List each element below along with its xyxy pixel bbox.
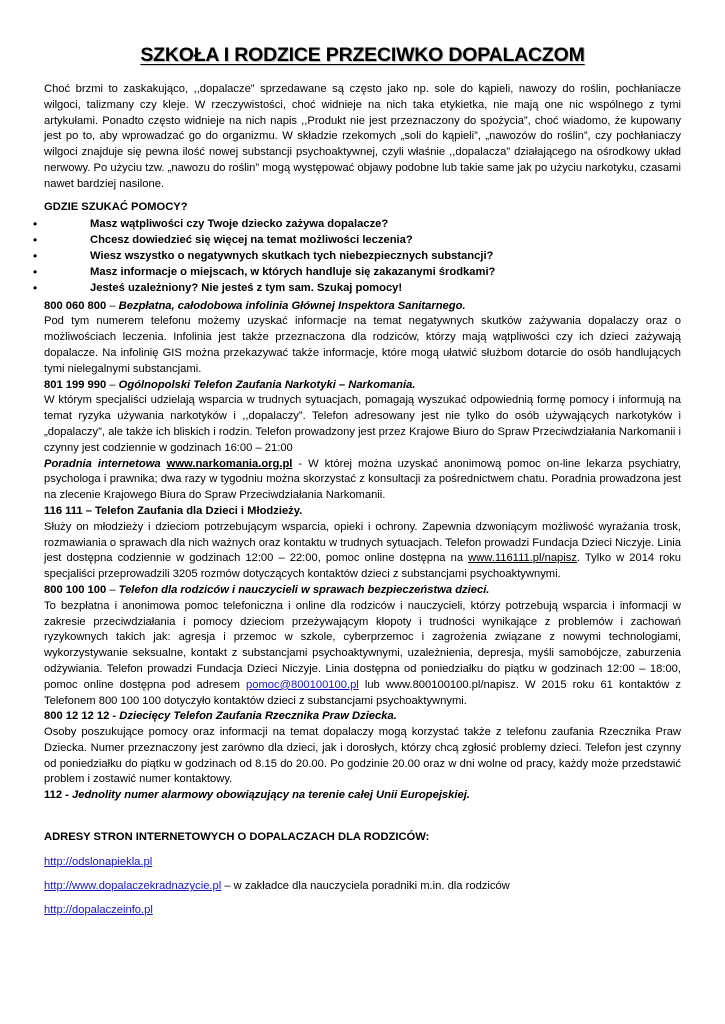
website-link[interactable]: http://www.dopalaczekradnazycie.pl <box>44 880 222 893</box>
ombudsman-number: 800 12 12 12 <box>44 710 110 723</box>
emergency-number: 112 <box>44 789 63 802</box>
bullet-icon: • <box>33 216 38 231</box>
bullet-icon: • <box>33 248 38 263</box>
email-link[interactable]: pomoc@800100100.pl <box>246 678 359 691</box>
parents-hotline-header: 800 100 100 – Telefon dla rodziców i nauczycieli w sprawach bezpieczeństwa dzieci. <box>44 583 490 596</box>
bullet-icon: • <box>33 232 38 247</box>
parents-name: Telefon dla rodziców i nauczycieli w sprawach bezpieczeństwa dzieci. <box>118 583 490 596</box>
narko-description: W którym specjaliści udzielają wsparcia w trudnych sytuacjach, pomagają wyszukać odpowiednią formę pomocy i informują na temat ryzyka używania narkotyków i ,,dopalaczy”. Telefon adresowany jest nie tylko do osób używających narkotyków i „dopalaczy”, ale także ich bliskich i rodzin. Telefon prowadzony jest przez Krajowe Biuro do Spraw Przeciwdziałania Narkomanii i czynny jest codziennie w godzinach 16:00 – 21:00 <box>44 394 681 454</box>
document <box>33 0 682 918</box>
website-link[interactable]: http://odslonapiekla.pl <box>44 856 153 869</box>
parents-description: To bezpłatna i anonimowa pomoc telefoniczna i online dla rodziców i nauczycieli, którzy potrzebują wsparcia i informacji w zakresie przeciwdziałania i pomocy dzieciom przeżywającym kłopoty i trudności wynikające z problemów i zachowań ryzykownych takich jak: agresja i przemoc w szkole, cyberprzemoc i zagrożenia związane z nowymi technologiami, wykorzystywanie seksualne, kontakt z substancjami psychoaktywnymi, uzależnienia, depresja, myśli samobójcze, zaburzenia odżywiania. Telefon prowadzi Fundacja Dzieci Niczyje. Linia dostępna od poniedziałku do piątku w godzinach 12:00 – 18:00, pomoc online dostępna pod adresem pomoc@800100100.pl lub www.800100100.pl/napisz. W 2015 roku 61 kontaktów z Telefonem 800 100 100 dotyczyło kontaktów dzieci z substancjami psychoaktywnymi. <box>44 599 681 707</box>
question-item: • Chcesz dowiedzieć się więcej na temat możliwości leczenia? <box>33 232 413 247</box>
intro-paragraph: Choć brzmi to zaskakująco, ,,dopalacze” sprzedawane są często jako np. sole do kąpieli, nawozy do roślin, pochłaniacze wilgoci, talizmany czy kleje. W rzeczywistości, choć widnieje na nich taka etykietka, nie mają one nic wspólnego z tymi artykułami. Ponadto często widnieje na nich napis ,,Produkt nie jest przeznaczony do spożycia”, choć wiadomo, że kupowany jest po to, aby wprowadzać go do organizmu. W składzie rzekomych „soli do kąpieli”, „nawozów do roślin”, czy pochłaniaczy wilgoci znajduje się pewna ilość nowej substancji psychoaktywnej, czyli właśnie ,,dopalacza” działającego na ośrodkowy układ nerwowy. Po użyciu tzw. „nawozu do roślin” mogą występować objawy podobne lub takie same jak po użyciu narkotyku, czasami nawet bardziej nasilone. <box>44 83 681 190</box>
help-heading: GDZIE SZUKAĆ POMOCY? <box>44 200 188 213</box>
question-item: • Masz wątpliwości czy Twoje dziecko zażywa dopalacze? <box>33 216 389 231</box>
poradnia-paragraph: Poradnia internetowa www.narkomania.org.pl - W której można uzyskać anonimową pomoc on-line lekarza psychiatry, psychologa i prawnika; dwa razy w tygodniu można skorzystać z konsultacji za pośrednictwem chatu. Poradnia prowadzona jest na zlecenie Krajowego Biura do Spraw Przeciwdziałania Narkomanii. <box>44 457 682 502</box>
ombudsman-hotline-header: 800 12 12 12 - Dziecięcy Telefon Zaufania Rzecznika Praw Dziecka. <box>44 710 397 723</box>
website-row <box>44 902 681 918</box>
question-item: • Masz informacje o miejscach, w których handluje się zakazanymi środkami? <box>33 264 496 279</box>
bullet-icon: • <box>33 280 38 295</box>
gis-hotline-header: 800 060 800 – Bezpłatna, całodobowa infolinia Głównej Inspektora Sanitarnego. <box>44 299 466 312</box>
emergency-line: 112 - Jednolity numer alarmowy obowiązujący na terenie całej Unii Europejskiej. <box>44 789 470 802</box>
narko-hotline-header: 801 199 990 – Ogólnopolski Telefon Zaufania Narkotyki – Narkomania. <box>44 378 416 391</box>
kids-name: Telefon Zaufania dla Dzieci i Młodzieży. <box>95 504 303 517</box>
emergency-name: Jednolity numer alarmowy obowiązujący na terenie całej Unii Europejskiej. <box>72 789 470 802</box>
poradnia-link[interactable]: www.narkomania.org.pl <box>166 457 293 470</box>
website-row <box>44 878 681 894</box>
bullet-icon: • <box>33 264 38 279</box>
kids-description: Służy on młodzieży i dzieciom potrzebującym wsparcia, opieki i ochrony. Zapewnia dzwoniącym możliwość wyrażania trosk, rozmawiania o sprawach dla nich ważnych oraz kontaktu w trudnych sytuacjach. Telefon prowadzi Fundacja Dzieci Niczyje. Linia jest dostępna codziennie w godzinach 12:00 – 22:00, pomoc online dostępna na www.116111.pl/napisz. Tylko w 2014 roku specjaliści przeprowadzili 3205 rozmów dotyczących kontaktów dzieci z substancjami psychoaktywnymi. <box>44 520 681 581</box>
parents-number: 800 100 100 <box>44 583 107 596</box>
gis-description: Pod tym numerem telefonu możemy uzyskać informacje na temat negatywnych skutków zażywania dopalaczy oraz o możliwościach leczenia. Infolinia jest także przeznaczona dla rodziców, którzy mają wątpliwości czy ich dzieci zażywają dopalacze. Na infolinię GIS można przekazywać także informacje, które mogą ułatwić służbom dotarcie do osób handlujących tymi nielegalnymi substancjami. <box>44 315 681 375</box>
website-row <box>44 854 681 870</box>
kids-hotline-header: 116 111 – Telefon Zaufania dla Dzieci i Młodzieży. <box>44 504 303 517</box>
website-note: – w zakładce dla nauczyciela poradniki m.in. dla rodziców <box>221 880 510 893</box>
website-link[interactable]: http://dopalaczeinfo.pl <box>44 904 153 917</box>
gis-number: 800 060 800 <box>44 299 107 312</box>
ombudsman-description: Osoby poszukujące pomocy oraz informacji na temat dopalaczy mogą korzystać także z telefonu zaufania Rzecznika Praw Dziecka. Numer przeznaczony jest zarówno dla dzieci, jak i dorosłych, którzy chcą zgłosić problemy dzieci. Telefon jest czynny od poniedziałku do piątku w godzinach od 8.15 do 20.00. Po godzinie 20.00 oraz w dni wolne od pracy, każdy może przedstawić problem i zostawić numer kontaktowy. <box>44 726 681 786</box>
narko-name: Ogólnopolski Telefon Zaufania Narkotyki – Narkomania. <box>118 378 416 391</box>
ombudsman-name: Dziecięcy Telefon Zaufania Rzecznika Praw Dziecka. <box>119 710 397 723</box>
narko-number: 801 199 990 <box>44 378 107 391</box>
question-item: • Wiesz wszystko o negatywnych skutkach tych niebezpiecznych substancji? <box>33 248 494 263</box>
question-list <box>33 216 681 296</box>
kids-number: 116 111 <box>44 504 83 517</box>
poradnia-label: Poradnia internetowa <box>44 457 161 470</box>
gis-name: Bezpłatna, całodobowa infolinia Głównej Inspektora Sanitarnego. <box>118 299 466 312</box>
question-item: • Jesteś uzależniony? Nie jesteś z tym sam. Szukaj pomocy! <box>33 280 403 295</box>
websites-heading: ADRESY STRON INTERNETOWYCH O DOPALACZACH DLA RODZICÓW: <box>44 831 430 844</box>
kids-link[interactable]: www.116111.pl/napisz <box>468 552 577 565</box>
page-title: SZKOŁA I RODZICE PRZECIWKO DOPALACZOM <box>140 44 585 66</box>
